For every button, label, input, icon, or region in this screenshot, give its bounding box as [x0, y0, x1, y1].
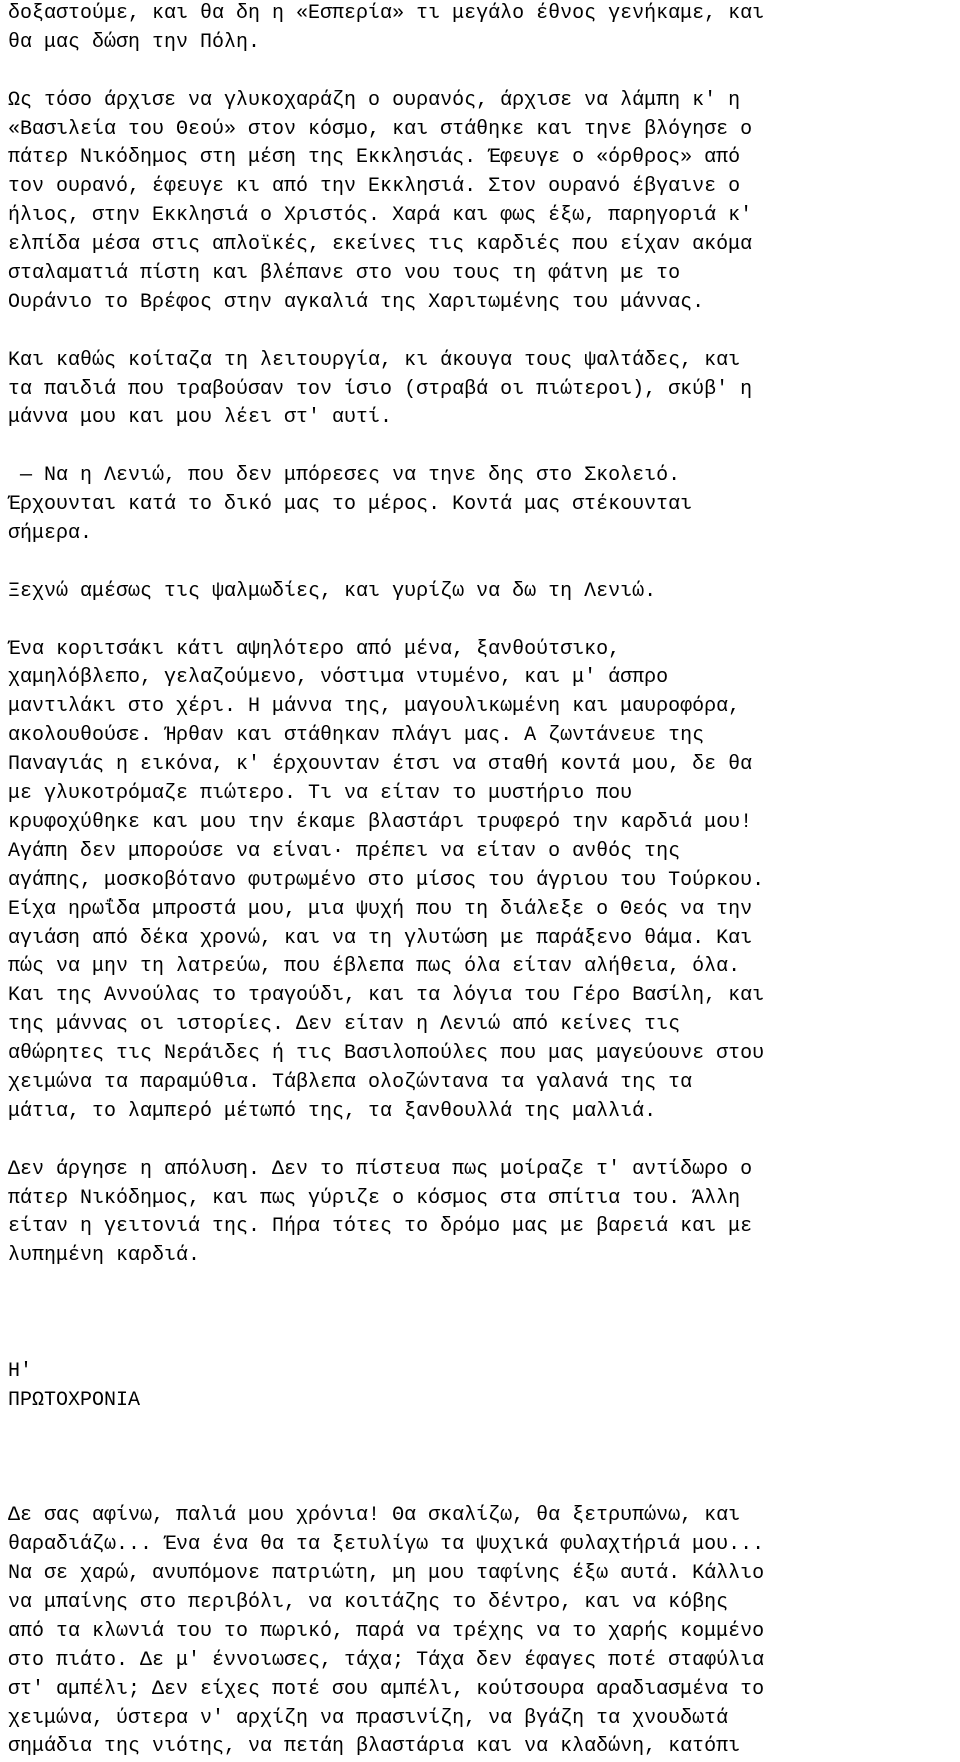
text-line: με γλυκοτρόμαζε πιώτερο. Τι να είταν το μυστήριο που — [8, 782, 633, 806]
text-line: Ξεχνώ αμέσως τις ψαλμωδίες, και γυρίζω να δω τη Λενιώ. — [8, 579, 657, 603]
text-line: στ' αμπέλι; Δεν είχες ποτέ σου αμπέλι, κούτσουρα αραδιασμένα το — [8, 1677, 765, 1701]
text-line: Παναγιάς η εικόνα, κ' έρχουνταν έτσι να σταθή κοντά μου, δε θα — [8, 753, 753, 777]
text-line: είταν η γειτονιά της. Πήρα τότες το δρόμο μας με βαρειά και με — [8, 1215, 753, 1239]
spacer — [8, 1300, 958, 1329]
text-line: Αγάπη δεν μπορούσε να είναι· πρέπει να είταν ο ανθός της — [8, 839, 681, 863]
text-line: κρυφοχύθηκε και μου την έκαμε βλαστάρι τρυφερό την καρδιά μου! — [8, 810, 753, 834]
text-line: αγιάση από δέκα χρονώ, και να τη γλυτώση με παράξενο θάμα. Και — [8, 926, 753, 950]
spacer — [8, 1473, 958, 1502]
spacer — [8, 1329, 958, 1358]
text-line: Είχα ηρωΐδα μπροστά μου, μια ψυχή που τη διάλεξε ο Θεός να την — [8, 897, 753, 921]
paragraph — [8, 578, 958, 607]
text-line: τον ουρανό, έφευγε κι από την Εκκλησιά. Στον ουρανό έβγαινε ο — [8, 175, 741, 199]
paragraph-gap — [8, 58, 958, 87]
text-line: χειμώνα, ύστερα ν' αρχίζη να πρασινίζη, να βγάζη τα χνουδωτά — [8, 1706, 729, 1730]
text-line: από τα κλωνιά του το πωρικό, παρά να τρέχης να το χαρής κομμένο — [8, 1619, 765, 1643]
text-line: ήλιος, στην Εκκλησιά ο Χριστός. Χαρά και φως έξω, παρηγοριά κ' — [8, 204, 753, 228]
paragraph — [8, 636, 958, 1127]
text-line: χειμώνα τα παραμύθια. Τάβλεπα ολοζώντανα τα γαλανά της τα — [8, 1070, 693, 1094]
text-line: λυπημένη καρδιά. — [8, 1244, 201, 1268]
section-title: ΠΡΩΤΟΧΡΟΝΙΑ — [8, 1388, 141, 1412]
text-line: θα μας δώση την Πόλη. — [8, 30, 261, 54]
text-line: της μάννας οι ιστορίες. Δεν είταν η Λενιώ από κείνες τις — [8, 1013, 681, 1037]
text-line: τα παιδιά που τραβούσαν τον ίσιο (στραβά οι πιώτεροι), σκύβ' η — [8, 377, 753, 401]
after-section-paragraph — [8, 1502, 958, 1762]
text-line: Και της Αννούλας το τραγούδι, και τα λόγια του Γέρο Βασίλη, και — [8, 984, 765, 1008]
text-line: — Να η Λενιώ, που δεν μπόρεσες να τηνε δης στο Σκολειό. — [8, 464, 681, 488]
text-line: μαντιλάκι στο χέρι. Η μάννα της, μαγουλικωμένη και μαυροφόρα, — [8, 695, 741, 719]
spacer — [8, 1445, 958, 1474]
text-line: ακολουθούσε. Ήρθαν και στάθηκαν πλάγι μας. Α ζωντάνευε της — [8, 724, 705, 748]
text-line: Ως τόσο άρχισε να γλυκοχαράζη ο ουρανός, άρχισε να λάμπη κ' η — [8, 88, 741, 112]
text-line: Δε σας αφίνω, παλιά μου χρόνια! Θα σκαλίζω, θα ξετρυπώνω, και — [8, 1504, 741, 1528]
paragraph — [8, 87, 958, 318]
text-line: σήμερα. — [8, 522, 93, 546]
text-line: Ένα κοριτσάκι κάτι αψηλότερο από μένα, ξανθούτσικο, — [8, 637, 621, 661]
paragraph — [8, 347, 958, 434]
paragraphs-container — [8, 0, 958, 1271]
text-line: Να σε χαρώ, ανυπόμονε πατριώτη, μη μου ταφίνης έξω αυτά. Κάλλιο — [8, 1562, 765, 1586]
text-line: αθώρητες τις Νεράιδες ή τις Βασιλοπούλες που μας μαγεύουνε στου — [8, 1042, 765, 1066]
text-line: ελπίδα μέσα στις απλοϊκές, εκείνες τις καρδιές που είχαν ακόμα — [8, 233, 753, 257]
paragraph-gap — [8, 1127, 958, 1156]
text-line: μάτια, το λαμπερό μέτωπό της, τα ξανθουλλά της μαλλιά. — [8, 1099, 657, 1123]
text-line: Δεν άργησε η απόλυση. Δεν το πίστευα πως μοίραζε τ' αντίδωρο ο — [8, 1157, 753, 1181]
text-line: δοξαστούμε, και θα δη η «Εσπερία» τι μεγάλο έθνος γενήκαμε, και — [8, 2, 765, 25]
text-line: θαραδιάζω... Ένα ένα θα τα ξετυλίγω τα ψυχικά φυλαχτήριά μου... — [8, 1533, 765, 1557]
paragraph-gap — [8, 607, 958, 636]
text-line: να μπαίνης στο περιβόλι, να κοιτάζης το δέντρο, και να κόβης — [8, 1590, 729, 1614]
text-line: στο πιάτο. Δε μ' έννοιωσες, τάχα; Τάχα δεν έφαγες ποτέ σταφύλια — [8, 1648, 765, 1672]
text-line: μάννα μου και μου λέει στ' αυτί. — [8, 406, 393, 430]
paragraph — [8, 1156, 958, 1272]
text-line: χαμηλόβλεπο, γελαζούμενο, νόστιμα ντυμένο, και μ' άσπρο — [8, 666, 669, 690]
paragraph — [8, 462, 958, 549]
document-page — [8, 0, 958, 1762]
paragraph-gap — [8, 549, 958, 578]
text-line: αγάπης, μοσκοβότανο φυτρωμένο στο μίσος του άγριου του Τούρκου. — [8, 868, 765, 892]
spacer — [8, 1271, 958, 1300]
text-line: Ουράνιο το Βρέφος στην αγκαλιά της Χαριτωμένης του μάννας. — [8, 290, 705, 314]
text-line: σημάδια της νιότης, να πετάη βλαστάρια και να κλαδώνη, κατόπι — [8, 1735, 741, 1759]
text-line: Έρχουνται κατά το δικό μας το μέρος. Κοντά μας στέκουνται — [8, 493, 693, 517]
text-line: Και καθώς κοίταζα τη λειτουργία, κι άκουγα τους ψαλτάδες, και — [8, 348, 741, 372]
text-line: πάτερ Νικόδημος στη μέση της Εκκλησιάς. Έφευγε ο «όρθρος» από — [8, 146, 741, 170]
paragraph — [8, 0, 958, 58]
text-line: «Βασιλεία του Θεού» στον κόσμο, και στάθηκε και τηνε βλόγησε ο — [8, 117, 753, 141]
paragraph-gap — [8, 433, 958, 462]
text-line: σταλαματιά πίστη και βλέπανε στο νου τους τη φάτνη με το — [8, 262, 681, 286]
section-number: Η' — [8, 1359, 33, 1383]
paragraph-gap — [8, 318, 958, 347]
spacer — [8, 1416, 958, 1445]
text-line: πάτερ Νικόδημος, και πως γύριζε ο κόσμος στα σπίτια του. Άλλη — [8, 1186, 741, 1210]
text-line: πώς να μην τη λατρεύω, που έβλεπα πως όλα είταν αλήθεια, όλα. — [8, 955, 741, 979]
